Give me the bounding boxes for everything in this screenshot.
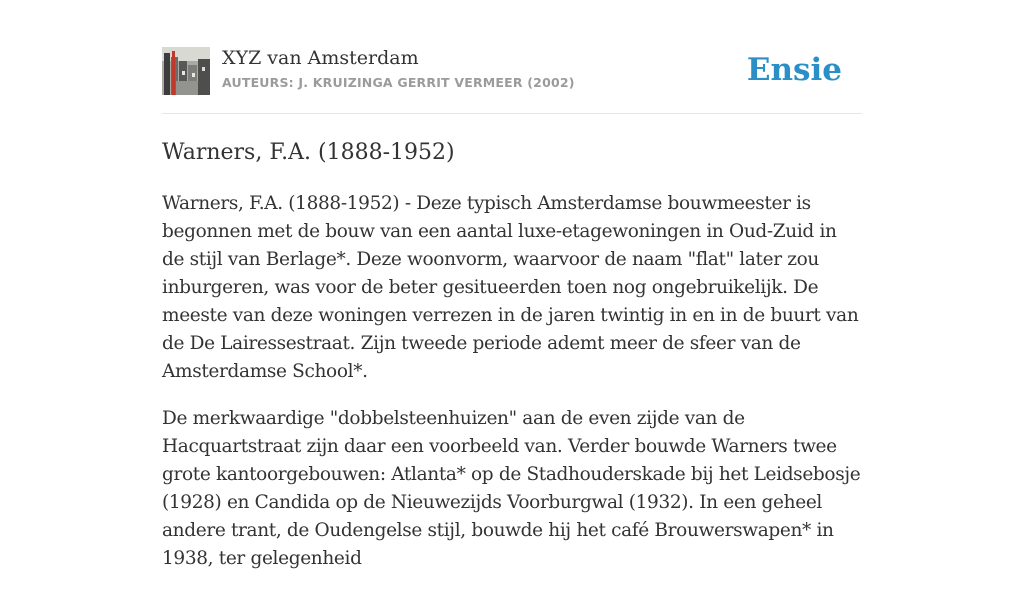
book-authors: AUTEURS: J. KRUIZINGA GERRIT VERMEER (2002)	[222, 75, 575, 90]
article-body	[162, 190, 862, 592]
article-paragraph: De merkwaardige "dobbelsteenhuizen" aan de even zijde van de Hacquartstraat zijn daar een voorbeeld van. Verder bouwde Warners twee grote kantoorgebouwen: Atlanta* op de Stadhouderskade bij het Leidsebosje (1928) en Candida op de Nieuwezijds Voorburgwal (1932). In een geheel andere trant, de Oudengelse stijl, bouwde hij het café Brouwerswapen* in 1938, ter gelegenheid	[162, 408, 861, 569]
header-divider	[162, 113, 862, 114]
article-title: Warners, F.A. (1888-1952)	[162, 140, 455, 165]
ensie-logo-link[interactable]: Ensie	[746, 52, 842, 88]
book-cover-image	[162, 47, 210, 95]
article-paragraph: Warners, F.A. (1888-1952) - Deze typisch Amsterdamse bouwmeester is begonnen met de bouw van een aantal luxe-etagewoningen in Oud-Zuid in de stijl van Berlage*. Deze woonvorm, waarvoor de naam "flat" later zou inburgeren, was voor de beter gesitueerden toen nog ongebruikelijk. De meeste van deze woningen verrezen in de jaren twintig in en in de buurt van de De Lairessestraat. Zijn tweede periode ademt meer de sfeer van de Amsterdamse School*.	[162, 193, 859, 382]
header	[162, 46, 862, 96]
book-cover-avatar[interactable]	[162, 47, 210, 95]
book-title-link[interactable]: XYZ van Amsterdam	[222, 47, 419, 69]
